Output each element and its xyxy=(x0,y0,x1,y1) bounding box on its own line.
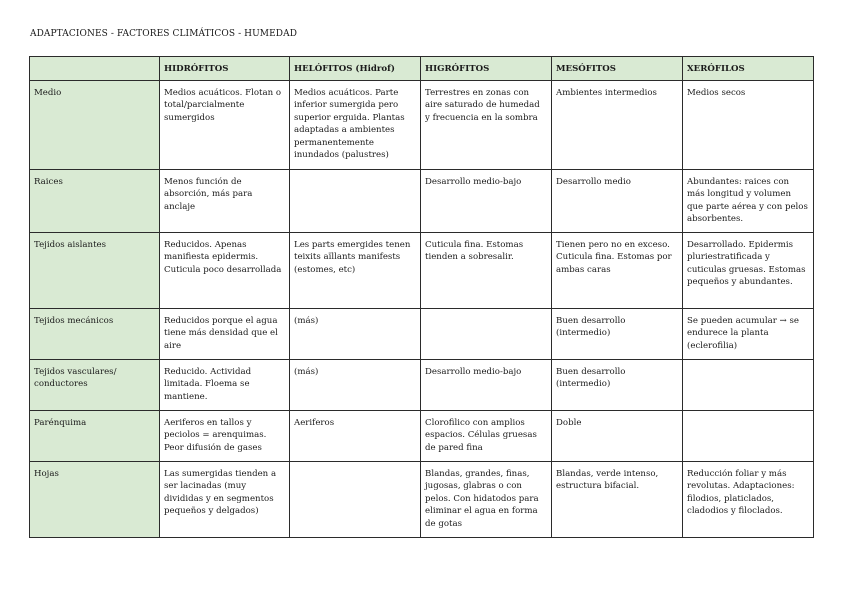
header-cell-higrofitos: HIGRÓFITOS xyxy=(421,57,552,81)
table-row xyxy=(30,360,814,411)
table-cell xyxy=(683,360,814,411)
table-cell: (más) xyxy=(290,360,421,411)
table-cell: Las sumergidas tienden a ser lacinadas (muy divididas y en segmentos pequeños y delgados) xyxy=(160,462,290,538)
table-cell xyxy=(683,411,814,462)
row-label: Tejidos mecánicos xyxy=(30,309,160,360)
table-cell: Terrestres en zonas con aire saturado de humedad y frecuencia en la sombra xyxy=(421,81,552,170)
table-cell: Aeriferos en tallos y peciolos = arenquimas. Peor difusión de gases xyxy=(160,411,290,462)
table-cell: Blandas, grandes, finas, jugosas, glabras o con pelos. Con hidatodos para eliminar el agua en forma de gotas xyxy=(421,462,552,538)
row-label: Medio xyxy=(30,81,160,170)
row-label: Hojas xyxy=(30,462,160,538)
table-cell: Abundantes: raices con más longitud y volumen que parte aérea y con pelos absorbentes. xyxy=(683,170,814,233)
table-row xyxy=(30,411,814,462)
table-row xyxy=(30,81,814,170)
table-cell: (más) xyxy=(290,309,421,360)
table-cell: Doble xyxy=(552,411,683,462)
table-cell: Buen desarrollo (intermedio) xyxy=(552,309,683,360)
table-row xyxy=(30,170,814,233)
table-cell: Desarrollado. Epidermis pluriestratificada y cuticulas gruesas. Estomas pequeños y abundantes. xyxy=(683,233,814,309)
table-cell: Desarrollo medio-bajo xyxy=(421,360,552,411)
header-cell-mesofitos: MESÓFITOS xyxy=(552,57,683,81)
table-cell: Les parts emergides tenen teixits aïllants manifests (estomes, etc) xyxy=(290,233,421,309)
table-cell: Buen desarrollo (intermedio) xyxy=(552,360,683,411)
table-row xyxy=(30,233,814,309)
table-cell: Clorofilico con amplios espacios. Células gruesas de pared fina xyxy=(421,411,552,462)
header-cell-helofitos: HELÓFITOS (Hidrof) xyxy=(290,57,421,81)
table-cell: Tienen pero no en exceso. Cuticula fina. Estomas por ambas caras xyxy=(552,233,683,309)
table-cell: Blandas, verde intenso, estructura bifacial. xyxy=(552,462,683,538)
document-title: ADAPTACIONES - FACTORES CLIMÁTICOS - HUMEDAD xyxy=(30,29,298,39)
table-cell: Aeriferos xyxy=(290,411,421,462)
table-cell: Se pueden acumular → se endurece la planta (eclerofilia) xyxy=(683,309,814,360)
table-cell: Medios acuáticos. Parte inferior sumergida pero superior erguida. Plantas adaptadas a ambientes permanentemente inundados (palustres) xyxy=(290,81,421,170)
table-cell: Medios acuáticos. Flotan o total/parcialmente sumergidos xyxy=(160,81,290,170)
row-label: Tejidos aislantes xyxy=(30,233,160,309)
table-cell xyxy=(290,462,421,538)
row-label: Tejidos vasculares/ conductores xyxy=(30,360,160,411)
table-cell: Menos función de absorción, más para anclaje xyxy=(160,170,290,233)
header-cell-corner xyxy=(30,57,160,81)
table-row xyxy=(30,462,814,538)
table-cell: Desarrollo medio-bajo xyxy=(421,170,552,233)
row-label: Raices xyxy=(30,170,160,233)
table-cell: Medios secos xyxy=(683,81,814,170)
adaptations-table xyxy=(29,56,814,538)
table-cell xyxy=(421,309,552,360)
header-cell-hidrofitos: HIDRÓFITOS xyxy=(160,57,290,81)
table-cell xyxy=(290,170,421,233)
table-cell: Cuticula fina. Estomas tienden a sobresalir. xyxy=(421,233,552,309)
table-cell: Reducido. Actividad limitada. Floema se mantiene. xyxy=(160,360,290,411)
table-row xyxy=(30,309,814,360)
table-cell: Desarrollo medio xyxy=(552,170,683,233)
header-row xyxy=(30,57,814,81)
header-cell-xerofilos: XERÓFILOS xyxy=(683,57,814,81)
table-cell: Reducidos porque el agua tiene más densidad que el aire xyxy=(160,309,290,360)
table-cell: Reducción foliar y más revolutas. Adaptaciones: filodios, platiclados, cladodios y filoclados. xyxy=(683,462,814,538)
row-label: Parénquima xyxy=(30,411,160,462)
table-cell: Ambientes intermedios xyxy=(552,81,683,170)
table-cell: Reducidos. Apenas manifiesta epidermis. Cuticula poco desarrollada xyxy=(160,233,290,309)
